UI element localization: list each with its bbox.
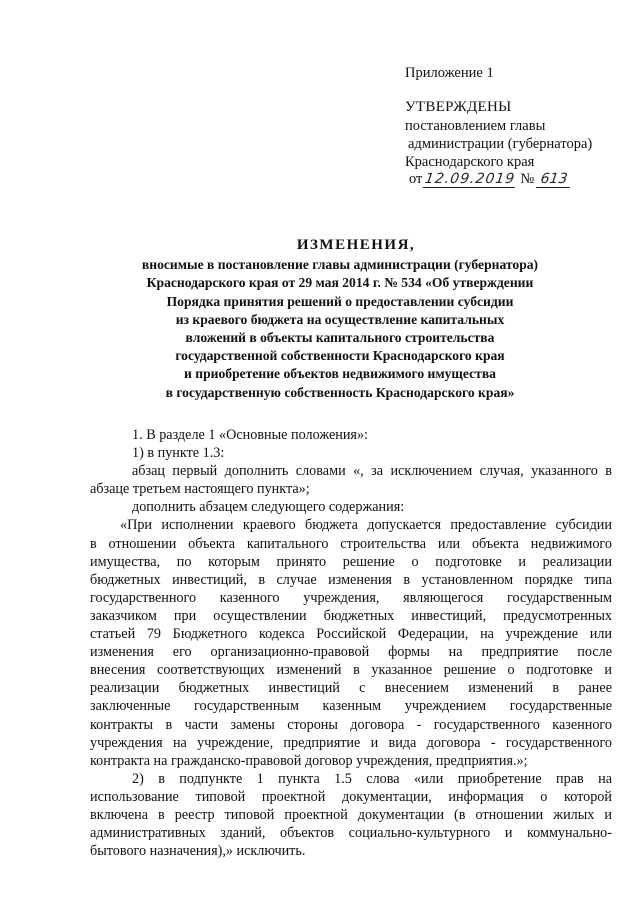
title-line: в государственную собственность Краснодарского края» xyxy=(165,384,515,400)
resolution-date-number-line xyxy=(409,170,571,189)
paragraph-line: контракты в части замены стороны договора - государственного казенного xyxy=(90,716,612,733)
paragraph-line: имущества, по которым принято решение о подготовке и реализации xyxy=(90,553,612,570)
handwritten-date: 12.09.2019 xyxy=(424,171,517,187)
paragraph-add-abzac: дополнить абзацем следующего содержания: xyxy=(132,499,405,516)
paragraph-line: реализации бюджетных инвестиций с внесением изменений в ранее xyxy=(90,680,612,697)
paragraph-line: «При исполнении краевого бюджета допускается предоставление субсидии xyxy=(120,517,612,534)
document-title xyxy=(60,236,620,402)
paragraph-line: бытового назначения),» исключить. xyxy=(90,843,306,860)
paragraph-first-abzac xyxy=(90,462,612,498)
approved-by-line-1: постановлением главы xyxy=(405,118,546,134)
paragraph-line: заказчиком при осуществлении бюджетных инвестиций, предусмотренных xyxy=(90,607,612,624)
title-main: ИЗМЕНЕНИЯ, xyxy=(296,237,416,253)
paragraph-line: абзац первый дополнить словами «, за исключением случая, указанного в xyxy=(132,463,612,480)
approved-heading: УТВЕРЖДЕНЫ xyxy=(405,99,512,115)
paragraph-line: учреждения на учреждение, предприятие и вида договора - государственного xyxy=(90,734,612,751)
title-line: Краснодарского края от 29 мая 2014 г. № 534 «Об утверждении xyxy=(146,275,534,291)
paragraph-line: внесения соответствующих изменений в указанное решение о подготовке и xyxy=(90,662,612,679)
paragraph-line: контракта на гражданско-правовой договор учреждения, предприятия.»; xyxy=(90,752,528,769)
paragraph-line: бюджетных инвестиций, в случае изменения в установленном порядке типа xyxy=(90,571,612,588)
paragraph-line: включена в реестр типовой проектной документации (в отношении жилых и xyxy=(90,806,612,823)
title-line: вносимые в постановление главы администрации (губернатора) xyxy=(141,257,539,273)
title-line: и приобретение объектов недвижимого имущества xyxy=(184,366,496,382)
section-1-heading: 1. В разделе 1 «Основные положения»: xyxy=(132,427,368,443)
paragraph-quoted-insert xyxy=(90,516,612,769)
paragraph-line: статьей 79 Бюджетного кодекса Российской Федерации, на учреждение или xyxy=(90,626,612,643)
title-line: из краевого бюджета на осуществление капитальных xyxy=(175,311,505,327)
document-body xyxy=(90,426,612,860)
from-label: от xyxy=(409,171,423,187)
paragraph-line: 2) в подпункте 1 пункта 1.5 слова «или приобретение прав на xyxy=(132,770,612,787)
item-1-heading: 1) в пункте 1.3: xyxy=(132,445,225,462)
title-line: государственной собственности Краснодарского края xyxy=(175,348,505,364)
paragraph-line: государственного казенного учреждения, являющегося государственным xyxy=(90,589,612,606)
appendix-label: Приложение 1 xyxy=(405,65,494,81)
approved-by-line-3: Краснодарского края xyxy=(405,154,535,170)
paragraph-line: использование типовой проектной документации, информация о которой xyxy=(90,788,612,805)
paragraph-line: административных зданий, объектов социально-культурного и коммунально- xyxy=(90,825,612,842)
number-label: № xyxy=(520,171,535,187)
paragraph-line: в отношении объекта капитального строительства или объекта недвижимого xyxy=(90,535,612,552)
approved-by-line-2: администрации (губернатора) xyxy=(408,136,593,152)
title-line: Порядка принятия решений о предоставлении субсидии xyxy=(166,293,514,309)
paragraph-line: изменения его организационно-правовой формы на предприятие после xyxy=(90,644,612,661)
handwritten-number: 613 xyxy=(536,171,572,188)
title-line: вложений в объекты капитального строительства xyxy=(185,330,495,346)
paragraph-line: абзаце третьем настоящего пункта»; xyxy=(90,481,310,498)
paragraph-line: заключенные государственным казенным учреждением государственные xyxy=(90,698,612,715)
paragraph-item-2 xyxy=(90,770,612,860)
